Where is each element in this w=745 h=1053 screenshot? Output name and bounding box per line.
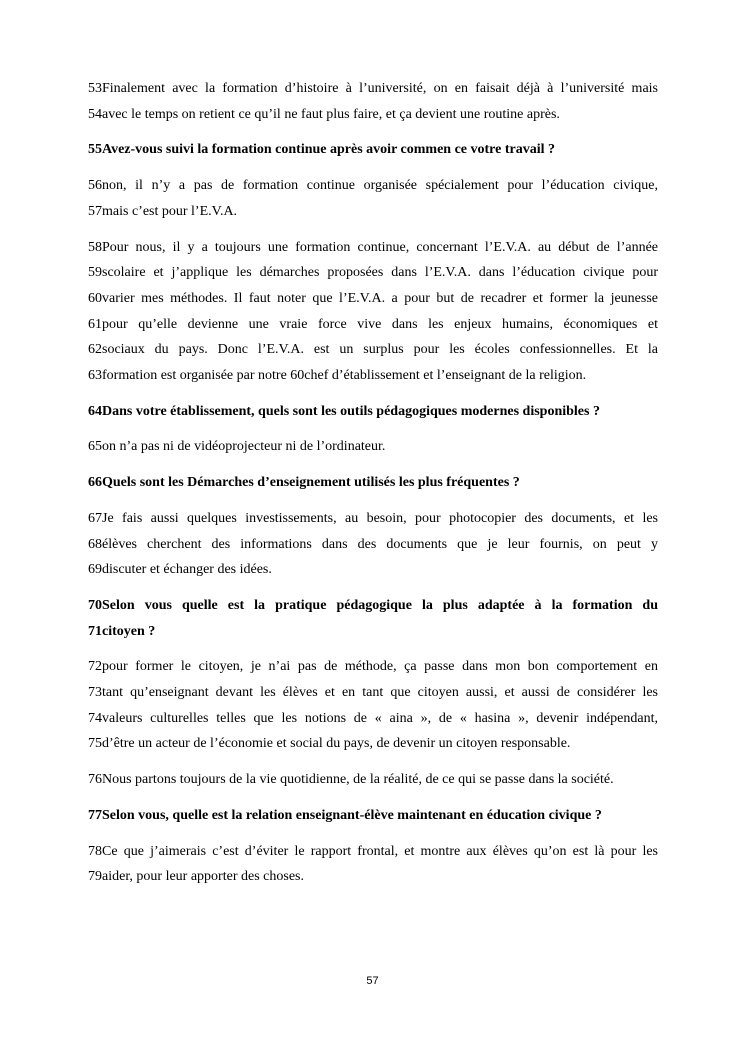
text-line: 79aider, pour leur apporter des choses. (88, 869, 304, 885)
text-line: 74valeurs culturelles telles que les notions de « aina », de « hasina », devenir indépendant, (88, 710, 658, 726)
paragraph-question-77 (88, 803, 658, 829)
text-line: 72pour former le citoyen, je n’ai pas de méthode, ça passe dans mon bon comportement en (88, 659, 658, 675)
text-line: 67Je fais aussi quelques investissements, au besoin, pour photocopier des documents, et les (88, 510, 658, 526)
text-line: 69discuter et échanger des idées. (88, 562, 272, 578)
text-line: 65on n’a pas ni de vidéoprojecteur ni de l’ordinateur. (88, 439, 386, 455)
text-line: 53Finalement avec la formation d’histoire à l’université, on en faisait déjà à l’université mais (88, 81, 658, 96)
paragraph-answer-56 (88, 173, 658, 224)
question-line: 66Quels sont les Démarches d’enseignement utilisés les plus fréquentes ? (88, 475, 520, 491)
text-line: 76Nous partons toujours de la vie quotidienne, de la réalité, de ce qui se passe dans la société. (88, 772, 614, 788)
document-body (88, 76, 658, 900)
question-line: 64Dans votre établissement, quels sont les outils pédagogiques modernes disponibles ? (88, 403, 600, 419)
question-line: 70Selon vous quelle est la pratique pédagogique la plus adaptée à la formation du (88, 597, 658, 613)
text-line: 56non, il n’y a pas de formation continue organisée spécialement pour l’éducation civique, (88, 178, 658, 194)
text-line: 58Pour nous, il y a toujours une formation continue, concernant l’E.V.A. au début de l’année (88, 239, 658, 255)
page-number: 57 (366, 975, 379, 987)
paragraph-answer-65 (88, 434, 658, 460)
paragraph-question-70 (88, 593, 658, 644)
question-line: 71citoyen ? (88, 623, 156, 639)
text-line: 57mais c’est pour l’E.V.A. (88, 203, 238, 219)
text-line: 61pour qu’elle devienne une vraie force vive dans les enjeux humains, économiques et (88, 316, 658, 332)
paragraph-question-64 (88, 399, 658, 425)
paragraph-answer-53 (88, 76, 658, 127)
paragraph-answer-58 (88, 235, 658, 389)
question-line: 55Avez-vous suivi la formation continue après avoir commen ce votre travail ? (88, 142, 555, 158)
text-line: 78Ce que j’aimerais c’est d’éviter le rapport frontal, et montre aux élèves qu’on est là pour les (88, 843, 658, 859)
paragraph-answer-67 (88, 506, 658, 583)
text-line: 62sociaux du pays. Donc l’E.V.A. est un surplus pour les écoles confessionnelles. Et la (88, 342, 658, 358)
text-line: 54avec le temps on retient ce qu’il ne faut plus faire, et ça devient une routine après. (88, 106, 560, 122)
text-line: 59scolaire et j’applique les démarches proposées dans l’E.V.A. dans l’éducation civique pour (88, 265, 658, 281)
paragraph-question-66 (88, 470, 658, 496)
question-line: 77Selon vous, quelle est la relation enseignant-élève maintenant en éducation civique ? (88, 807, 602, 823)
text-line: 68élèves cherchent des informations dans des documents que je leur fournis, on peut y (88, 536, 658, 552)
text-line: 75d’être un acteur de l’économie et social du pays, de devenir un citoyen responsable. (88, 736, 571, 752)
paragraph-answer-78 (88, 839, 658, 890)
paragraph-question-55 (88, 137, 658, 163)
text-line: 73tant qu’enseignant devant les élèves et en tant que citoyen aussi, et aussi de considérer les (88, 685, 658, 701)
paragraph-answer-72 (88, 654, 658, 757)
text-line: 63formation est organisée par notre 60chef d’établissement et l’enseignant de la religion. (88, 368, 587, 384)
paragraph-answer-76 (88, 767, 658, 793)
text-line: 60varier mes méthodes. Il faut noter que l’E.V.A. a pour but de recadrer et former la jeunesse (88, 290, 658, 306)
